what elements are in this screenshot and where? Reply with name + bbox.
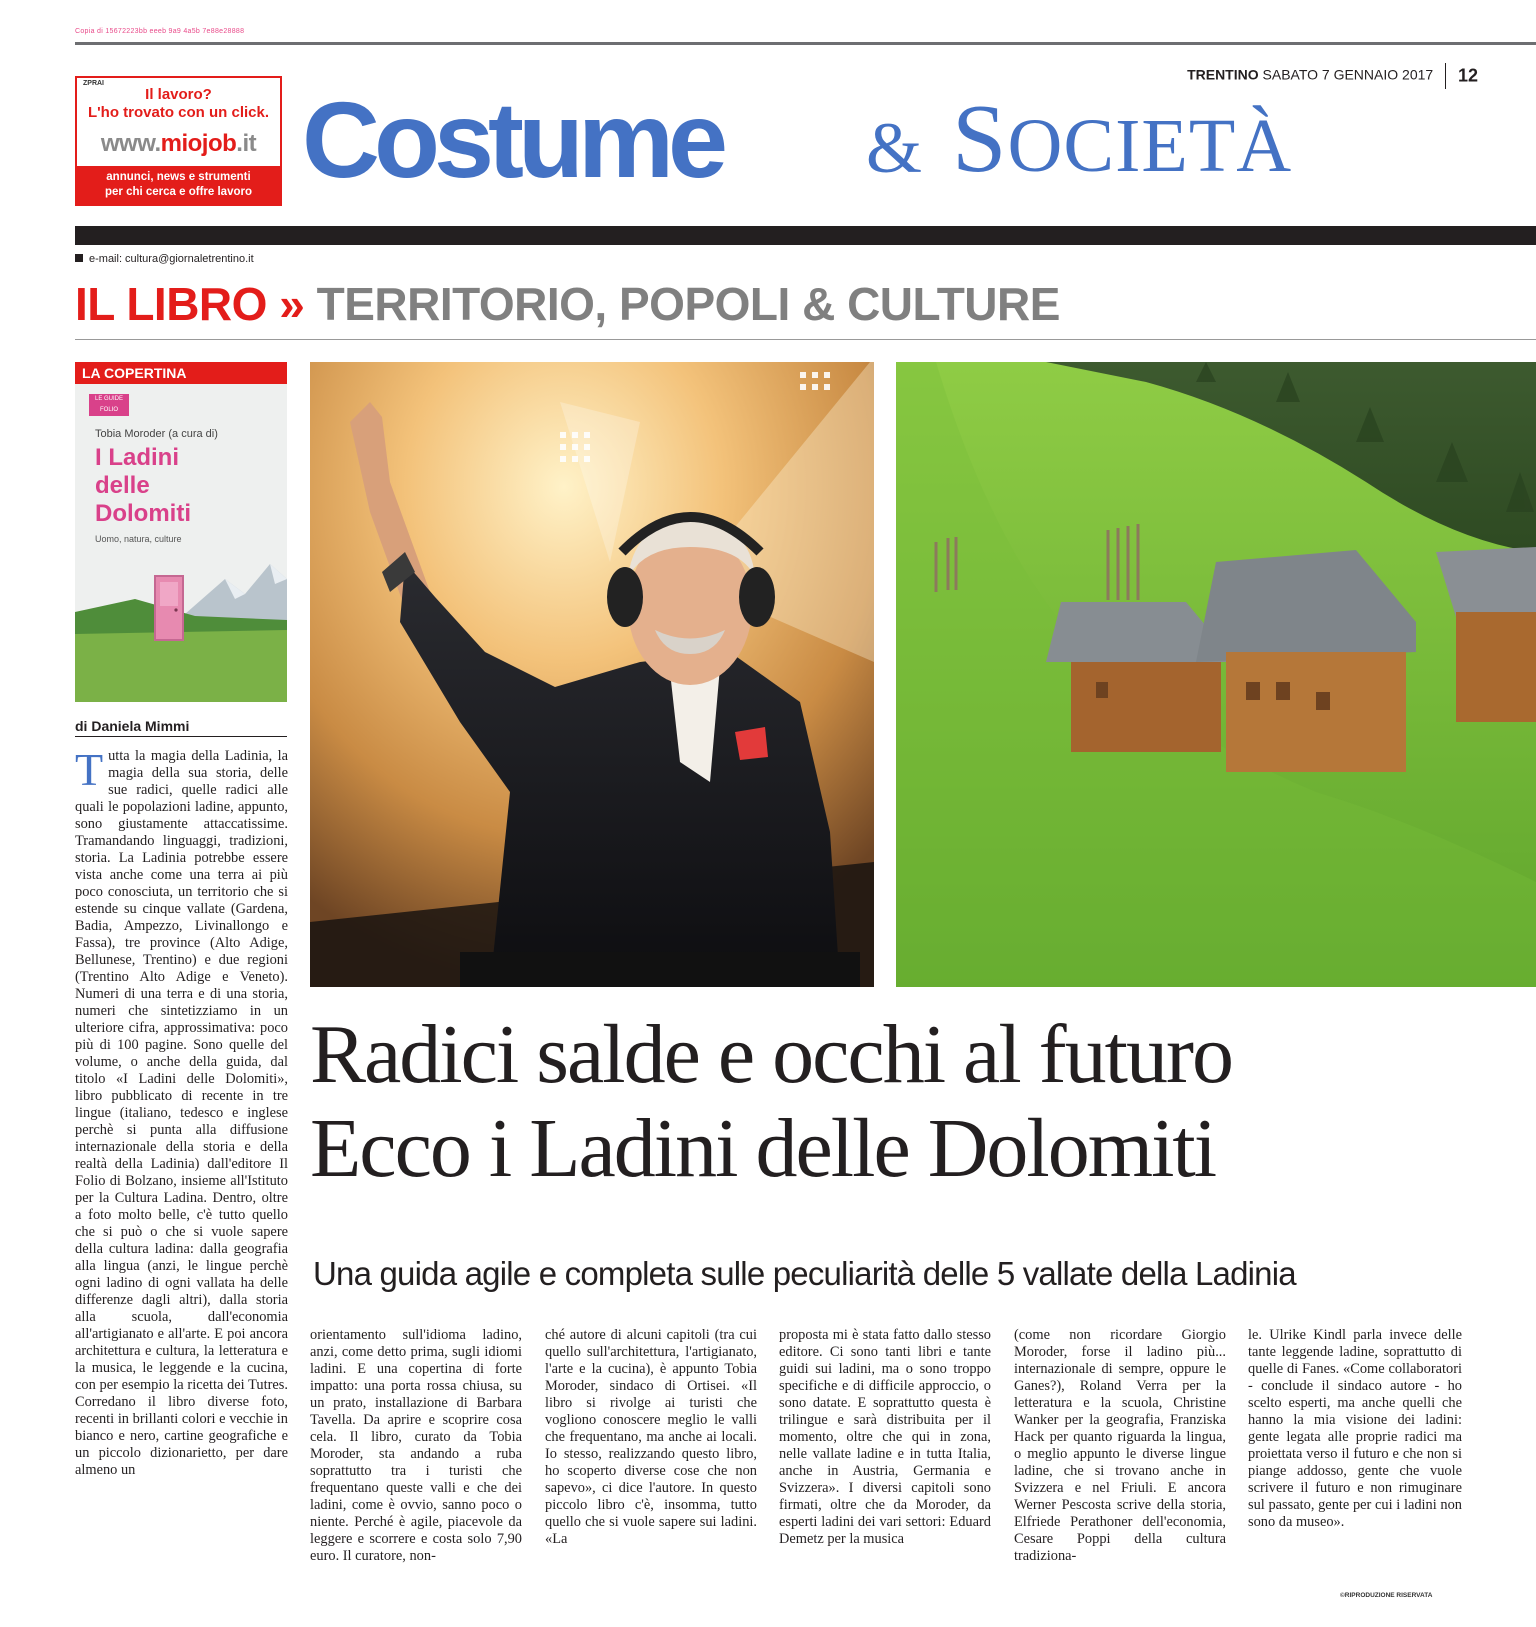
kicker — [75, 278, 1060, 330]
copyright-notice: ©RIPRODUZIONE RISERVATA — [1340, 1592, 1433, 1599]
article-column-1 — [75, 748, 288, 1603]
masthead-bar — [75, 226, 1536, 245]
cover-subtitle: Uomo, natura, culture — [95, 534, 182, 544]
ad-corner-label: ZPRAI — [83, 80, 104, 87]
photo-dj-moroder — [310, 362, 874, 987]
column-1-text: utta la magia della Ladinia, la magia della sua storia, delle sue radici, quelle radici alle quali le popolazioni ladine, appunto, sono giustamente attaccatissime. Tramandando linguaggi, tradizioni, storia. La Ladinia potrebbe essere vista anche come una terra ai più poco conosciuta, un territorio che si estende su cinque vallate (Gardena, Badia, Ampezzo, Livinallongo e Fassa), tre province (Alto Adige, Bellunese, Trentino) e due regioni (Trentino Alto Adige e Veneto). Numeri di una terra e di una storia, numeri che sintetizziamo in un ulteriore cifra, approssimativa: poco più di 100 pagine. Sono quelle del volume, o anche della guida, dal titolo «I Ladini delle Dolomiti», libro pubblicato di recente in tre lingue (italiano, tedesco e inglese perchè si punta alla diffusione internazionale della storia e della realtà della Ladinia) dall'editore Il Folio di Bolzano, insieme all'Istituto per la Cultura Ladina. Dentro, oltre a foto molto belle, c'è tutto quello che si può o che si vuole sapere della cultura ladina: dalla geografia alla lingua (anzi, le lingue perchè ogni ladino di ogni vallata ha delle differenze dagli altri), dalla storia alla scuola, dall'economia all'artigianato e all'arte. E poi ancora architettura e cultura, la letteratura e la musica, le leggende e la cucina, con per esempio la ricetta dei Tutres. Corredano il libro diverse foto, recenti in brillanti colori e vecchie in bianco e nero, cartine geografiche e un piccolo dizionarietto, per dare almeno un — [75, 748, 288, 1478]
ad-tagline-line-1: annunci, news e strumenti — [106, 171, 251, 183]
kicker-label: IL LIBRO — [75, 278, 267, 330]
issue-date: SABATO 7 GENNAIO 2017 — [1262, 66, 1434, 83]
cover-title-line-2: delle — [95, 472, 150, 499]
headline-line-2: Ecco i Ladini delle Dolomiti — [310, 1102, 1216, 1195]
paper-name: TRENTINO — [1187, 66, 1259, 83]
copyright-line: Copia di 15672223bb eeeb 9a9 4a5b 7e88e28888 — [75, 28, 245, 35]
cover-title-line-1: I Ladini — [95, 444, 179, 471]
societa-initial: S — [952, 85, 1008, 193]
kicker-rule — [75, 339, 1536, 340]
dj-photo-illustration — [310, 362, 874, 987]
header-separator — [1445, 63, 1446, 89]
kicker-arrows: » — [279, 278, 305, 330]
cover-title-line-3: Dolomiti — [95, 500, 191, 527]
headline — [310, 1008, 1232, 1196]
cover-author: Tobia Moroder (a cura di) — [95, 428, 218, 440]
ad-url-suffix: .it — [236, 130, 257, 157]
kicker-topic: TERRITORIO, POPOLI & CULTURE — [316, 278, 1060, 330]
societa-rest: OCIETÀ — [1007, 104, 1293, 188]
page-number: 12 — [1457, 65, 1478, 86]
subheadline: Una guida agile e completa sulle peculiarità delle 5 vallate della Ladinia — [313, 1255, 1296, 1292]
section-title-costume: Costume — [302, 79, 723, 200]
section-title-societa — [952, 85, 1293, 193]
drop-cap: T — [75, 748, 104, 795]
ad-answer: L'ho trovato con un click. — [87, 104, 270, 121]
chalet-photo-illustration — [896, 362, 1536, 987]
article-column-2: orientamento sull'idioma ladino, anzi, come detto prima, sugli idiomi ladini. E una copertina di forte impatto: una porta rossa chiusa, su un prato, installazione di Barbara Tavella. Da aprire e scoprire cosa cela. Il libro, curato da Tobia Moroder, sta andando a ruba soprattutto tra i turisti che frequentano queste valli e che dei ladini, come è ovvio, sanno poco o niente. Perché è agile, piacevole da leggere e scorrere e costa solo 7,90 euro. Il curatore, non- — [310, 1327, 522, 1564]
photo-ladin-chalets — [896, 362, 1536, 987]
ad-question: Il lavoro? — [145, 86, 212, 103]
headline-line-1: Radici salde e occhi al futuro — [310, 1008, 1232, 1101]
ad-url-brand: miojob — [160, 130, 237, 157]
cover-landscape-illustration — [75, 384, 287, 702]
section-title-ampersand: & — [866, 108, 923, 188]
article-column-6: le. Ulrike Kindl parla invece delle tante leggende ladine, soprattutto di quelle di Fanes. «Come collaboratori - conclude il sindaco autore - ho scelto esperti, ma anche quelli che hanno la mia visione dei ladini: gente legata alle proprie radici ma proiettata verso il futuro e che non si piange addosso, gente che vuole scrivere il futuro e non rimuginare sul passato, gente per cui i ladini non sono da museo». — [1248, 1327, 1462, 1530]
article-column-4: proposta mi è stata fatto dallo stesso editore. Ci sono tanti libri e tante guidi sui ladini, ma o sono troppo specifiche e di difficile approccio, o sono datate. E soprattutto questa è trilingue e sarà distribuita per il momento, oltre che qui in zona, nelle vallate ladine e in tutta Italia, anche in Austria, Germania e Svizzera». I diversi capitoli sono firmati, oltre che da Moroder, da esperti ladini dei vari settori: Eduard Demetz per la musica — [779, 1327, 991, 1547]
ad-url-prefix: www. — [100, 130, 161, 157]
ad-tagline — [77, 166, 280, 204]
section-email[interactable]: e-mail: cultura@giornaletrentino.it — [75, 253, 254, 265]
page-header-info — [1187, 63, 1478, 89]
article-column-5: (come non ricordare Giorgio Moroder, forse il ladino più... internazionale di sempre, oppure le Ganes?), Roland Verra per la letteratura e la scuola, Christine Wanker per la geografia, Franziska Hack per quanto riguarda la lingua, o meglio appunto le diverse lingue ladine, che si trovano anche in Svizzera e nel Friuli. E ancora Werner Pescosta scrive della storia, Elfriede Perathoner dell'economia, Cesare Poppi della cultura tradiziona- — [1014, 1327, 1226, 1564]
article-column-3: ché autore di alcuni capitoli (tra cui quello sull'architettura, l'artigianato, l'arte e la cucina), è appunto Tobia Moroder, sindaco di Ortisei. «Il libro si rivolge ai turisti che vogliono conoscere meglio le valli che frequentano, ma anche ai locali. Io stesso, realizzando questo libro, ho scoperto diverse cose che non sapevo», ci dice l'autore. In questo piccolo libro c'è, insomma, tutto quello che si vuole sapere sui ladini. «La — [545, 1327, 757, 1547]
top-rule — [75, 42, 1536, 45]
book-cover — [75, 384, 287, 702]
cover-section-label: LA COPERTINA — [75, 362, 287, 384]
ad-tagline-line-2: per chi cerca e offre lavoro — [104, 186, 252, 198]
cover-publisher-badge: LE GUIDE FOLIO — [89, 394, 129, 416]
ad-url[interactable] — [77, 130, 280, 158]
miojob-ad[interactable] — [75, 76, 282, 206]
byline: di Daniela Mimmi — [75, 718, 287, 737]
